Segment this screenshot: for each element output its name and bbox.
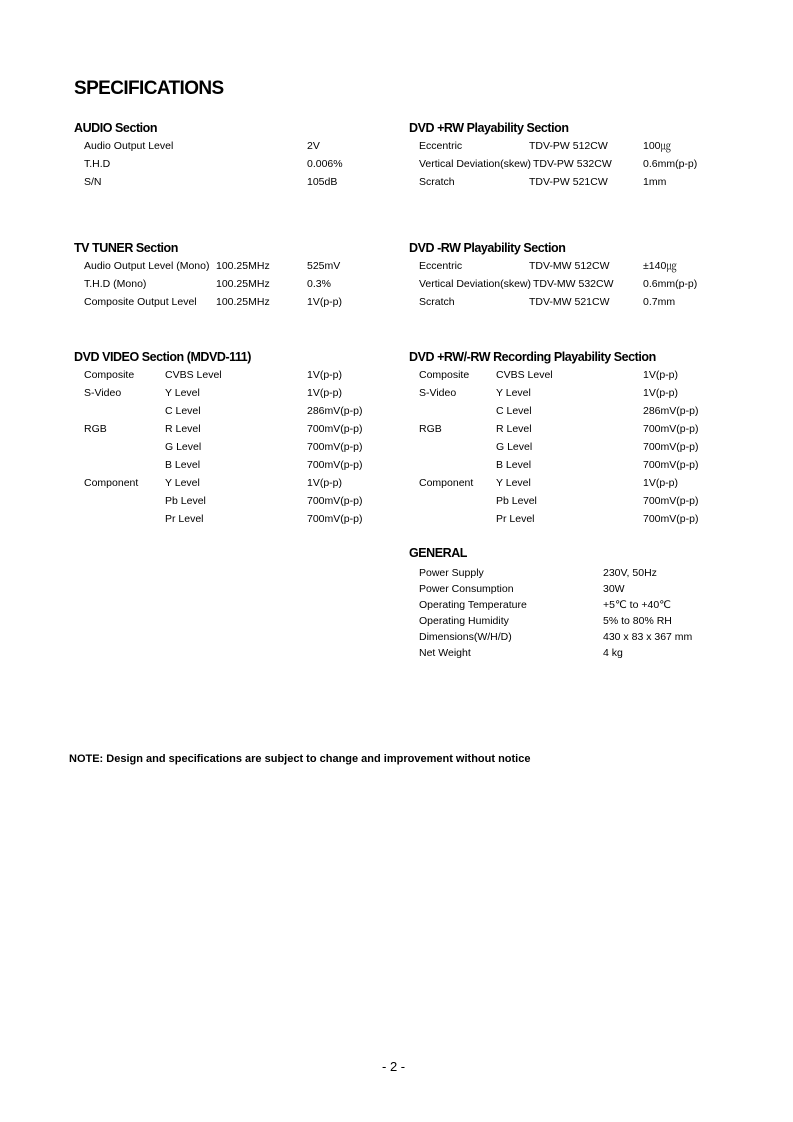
spec-label: Power Consumption xyxy=(419,583,514,595)
spec-value: 700mV(p-p) xyxy=(643,423,699,435)
spec-label: G Level xyxy=(165,441,202,453)
spec-value: 100㎍ xyxy=(643,140,672,152)
spec-value: 700mV(p-p) xyxy=(643,441,699,453)
spec-label: Audio Output Level (Mono) xyxy=(84,260,210,272)
spec-value: 2V xyxy=(307,140,320,152)
recording-section-heading: DVD +RW/-RW Recording Playability Section xyxy=(409,350,656,364)
spec-value: +5℃ to +40℃ xyxy=(603,599,671,611)
frequency: 100.25MHz xyxy=(216,260,270,272)
spec-label: B Level xyxy=(496,459,532,471)
signal-group: Component xyxy=(84,477,139,489)
spec-value: 286mV(p-p) xyxy=(643,405,699,417)
signal-group: S-Video xyxy=(84,387,122,399)
spec-label: T.H.D (Mono) xyxy=(84,278,147,290)
spec-value: 0.006% xyxy=(307,158,343,170)
spec-value: 1V(p-p) xyxy=(307,369,343,381)
test-disc: TDV-PW 521CW xyxy=(529,176,608,188)
spec-value: 5% to 80% RH xyxy=(603,615,672,627)
spec-value: 30W xyxy=(603,583,625,595)
spec-label: Vertical Deviation(skew) xyxy=(419,278,532,290)
spec-label: T.H.D xyxy=(84,158,111,170)
spec-label: G Level xyxy=(496,441,533,453)
spec-label: Scratch xyxy=(419,296,455,308)
dvd-video-section-heading: DVD VIDEO Section (MDVD-111) xyxy=(74,350,252,364)
signal-group: RGB xyxy=(84,423,107,435)
spec-label: Vertical Deviation(skew) xyxy=(419,158,532,170)
disclaimer-note: NOTE: Design and specifications are subject to change and improvement without notice xyxy=(69,753,531,765)
spec-label: R Level xyxy=(165,423,201,435)
spec-label: Y Level xyxy=(165,387,200,399)
spec-value: 1V(p-p) xyxy=(643,369,679,381)
spec-value: 0.7mm xyxy=(643,296,676,308)
spec-label: Eccentric xyxy=(419,140,463,152)
test-disc: TDV-MW 521CW xyxy=(529,296,610,308)
spec-value: ±140㎍ xyxy=(643,260,677,272)
spec-label: Pr Level xyxy=(496,513,535,525)
signal-group: S-Video xyxy=(419,387,457,399)
spec-value: 0.6mm(p-p) xyxy=(643,278,698,290)
spec-label: Pb Level xyxy=(496,495,537,507)
spec-value: 700mV(p-p) xyxy=(643,513,699,525)
spec-value: 700mV(p-p) xyxy=(307,423,363,435)
spec-label: Power Supply xyxy=(419,567,484,579)
spec-label: CVBS Level xyxy=(496,369,553,381)
test-disc: TDV-PW 512CW xyxy=(529,140,608,152)
dvd-plus-rw-section-heading: DVD +RW Playability Section xyxy=(409,121,569,135)
spec-value: 430 x 83 x 367 mm xyxy=(603,631,693,643)
spec-value: 700mV(p-p) xyxy=(307,441,363,453)
signal-group: Composite xyxy=(84,369,135,381)
spec-value: 4 kg xyxy=(603,647,623,659)
spec-value: 230V, 50Hz xyxy=(603,567,657,579)
spec-label: Composite Output Level xyxy=(84,296,197,308)
spec-value: 105dB xyxy=(307,176,338,188)
spec-value: 700mV(p-p) xyxy=(307,495,363,507)
dvd-minus-rw-section-heading: DVD -RW Playability Section xyxy=(409,241,566,255)
spec-label: Y Level xyxy=(496,387,531,399)
spec-value: 0.6mm(p-p) xyxy=(643,158,698,170)
spec-label: CVBS Level xyxy=(165,369,222,381)
spec-value: 0.3% xyxy=(307,278,331,290)
spec-label: Y Level xyxy=(496,477,531,489)
spec-label: R Level xyxy=(496,423,532,435)
general-section-heading: GENERAL xyxy=(409,546,467,560)
spec-value: 700mV(p-p) xyxy=(643,459,699,471)
spec-label: Operating Temperature xyxy=(419,599,527,611)
spec-value: 700mV(p-p) xyxy=(643,495,699,507)
spec-label: C Level xyxy=(496,405,532,417)
frequency: 100.25MHz xyxy=(216,296,270,308)
spec-value: 1V(p-p) xyxy=(643,387,679,399)
spec-value: 700mV(p-p) xyxy=(307,459,363,471)
spec-value: 286mV(p-p) xyxy=(307,405,363,417)
spec-label: Audio Output Level xyxy=(84,140,174,152)
test-disc: TDV-MW 512CW xyxy=(529,260,610,272)
spec-label: Eccentric xyxy=(419,260,463,272)
spec-label: C Level xyxy=(165,405,201,417)
spec-label: Scratch xyxy=(419,176,455,188)
spec-label: Net Weight xyxy=(419,647,471,659)
spec-value: 1V(p-p) xyxy=(307,387,343,399)
spec-value: 1V(p-p) xyxy=(643,477,679,489)
spec-label: S/N xyxy=(84,176,102,188)
spec-label: Operating Humidity xyxy=(419,615,509,627)
page-number: - 2 - xyxy=(382,1059,406,1074)
signal-group: Composite xyxy=(419,369,470,381)
spec-label: Pr Level xyxy=(165,513,204,525)
signal-group: RGB xyxy=(419,423,442,435)
signal-group: Component xyxy=(419,477,474,489)
spec-value: 1V(p-p) xyxy=(307,477,343,489)
page-title: SPECIFICATIONS xyxy=(74,78,224,99)
test-disc: TDV-MW 532CW xyxy=(533,278,614,290)
test-disc: TDV-PW 532CW xyxy=(533,158,612,170)
spec-label: Dimensions(W/H/D) xyxy=(419,631,512,643)
spec-value: 1mm xyxy=(643,176,667,188)
spec-label: Y Level xyxy=(165,477,200,489)
spec-value: 1V(p-p) xyxy=(307,296,343,308)
audio-section-heading: AUDIO Section xyxy=(74,121,158,135)
frequency: 100.25MHz xyxy=(216,278,270,290)
spec-value: 700mV(p-p) xyxy=(307,513,363,525)
tv-tuner-section-heading: TV TUNER Section xyxy=(74,241,178,255)
spec-label: B Level xyxy=(165,459,201,471)
spec-label: Pb Level xyxy=(165,495,206,507)
spec-value: 525mV xyxy=(307,260,341,272)
